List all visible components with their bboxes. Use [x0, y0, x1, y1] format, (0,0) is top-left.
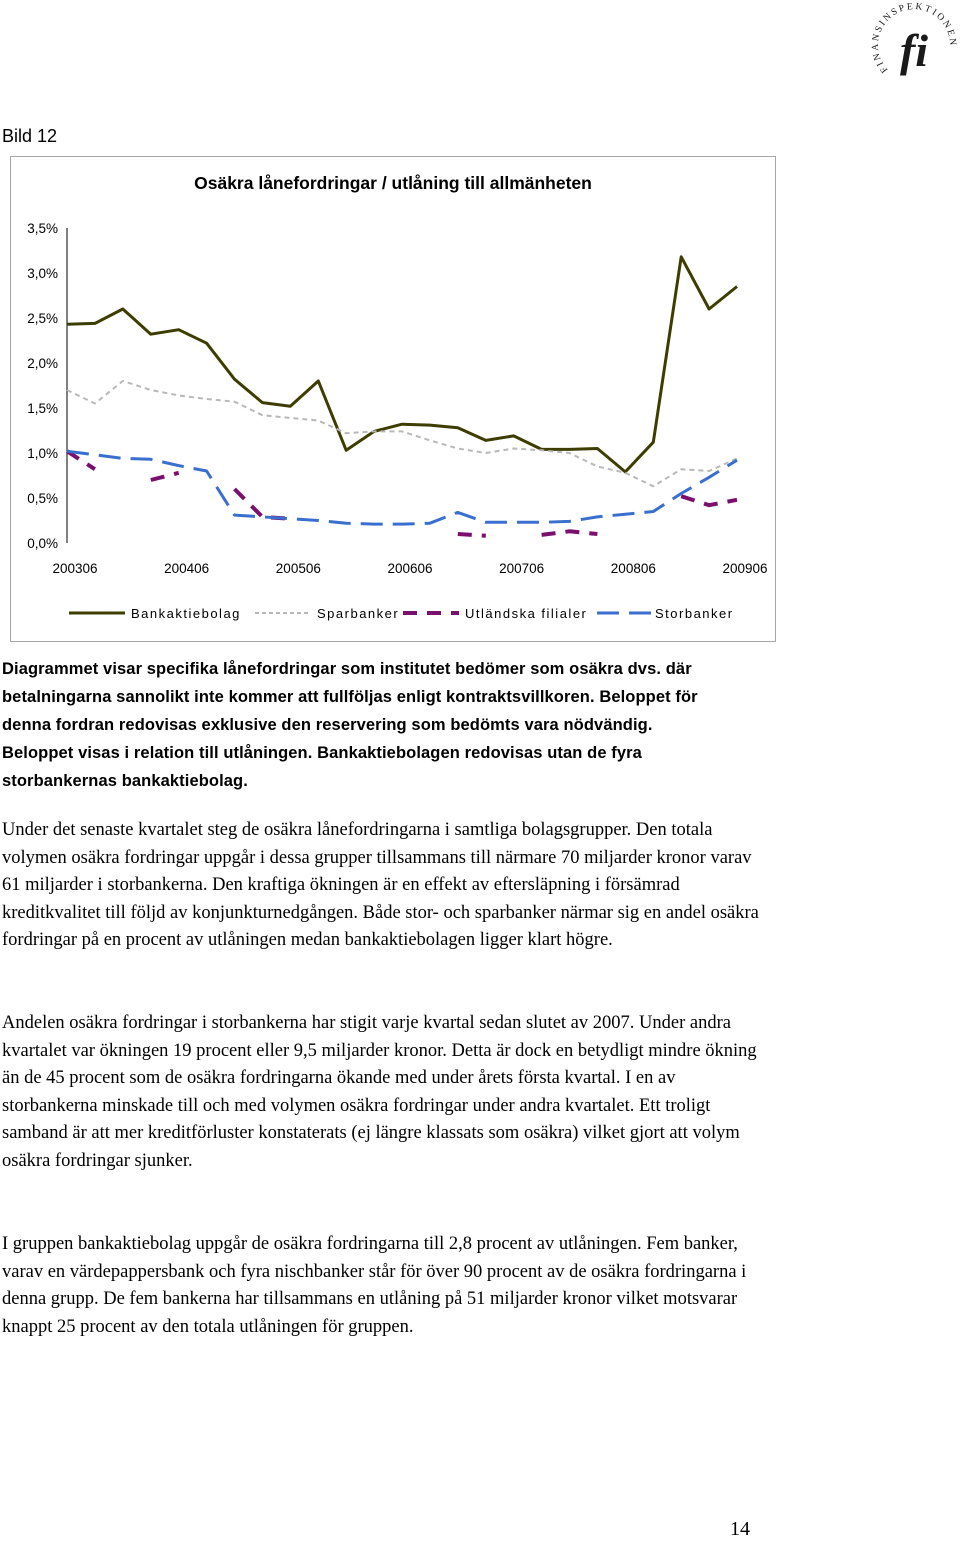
series-line-sparbanker [67, 381, 737, 486]
body-paragraph: Under det senaste kvartalet steg de osäkra lånefordringarna i samtliga bolagsgrupper. Den totala volymen osäkra fordringar uppgår i dessa grupper tillsammans till närmare 70 miljarder kronor varav 61 miljarder i storbankerna. Den kraftiga ökningen är en effekt av eftersläpning i försämrad kreditkvalitet till följd av konjunkturnedgången. Både stor- och sparbanker närmar sig en andel osäkra fordringar på en procent av utlåningen medan bankaktiebolagen ligger klart högre. [2, 820, 759, 951]
figure-label: Bild 12 [2, 126, 58, 146]
y-tick-label: 2,0% [27, 356, 58, 371]
x-tick-label: 200706 [499, 561, 545, 576]
x-tick-label: 200306 [52, 561, 98, 576]
y-tick-label: 0,0% [27, 536, 58, 551]
y-tick-label: 1,0% [27, 446, 58, 461]
chart-caption: Diagrammet visar specifika lånefordringar som institutet bedömer som osäkra dvs. där betalningarna sannolikt inte kommer att fullföljas enligt kontraktsvillkoren. Beloppet för denna fordran redovisas exklusive den reservering som bedömts vara nödvändig. Beloppet visas i relation till utlåningen. Bankaktiebolagen redovisas utan de fyra storbankernas bankaktiebolag. [2, 660, 698, 790]
logo-monogram: fi [899, 25, 929, 76]
y-tick-label: 3,0% [27, 266, 58, 281]
finansinspektionen-logo [868, 0, 960, 92]
legend [67, 594, 743, 626]
line-chart [11, 157, 777, 643]
legend-label: Sparbanker [317, 606, 400, 621]
series-line-bankaktiebolag [67, 257, 737, 472]
chart-title: Osäkra lånefordringar / utlåning till allmänheten [194, 173, 592, 193]
body-paragraph: I gruppen bankaktiebolag uppgår de osäkra fordringarna till 2,8 procent av utlåningen. Fem banker, varav en värdepappersbank och fyra nischbanker står för över 90 procent av de osäkra fordringarna i denna grupp. De fem bankerna har tillsammans en utlåning på 51 miljarder kronor vilket motsvarar knappt 25 procent av den totala utlåningen för gruppen. [2, 1234, 747, 1337]
y-tick-label: 3,5% [27, 221, 58, 236]
logo-ring-text: FINANSINSPEKTIONEN [870, 1, 958, 75]
x-tick-label: 200406 [164, 561, 210, 576]
body-paragraph: Andelen osäkra fordringar i storbankerna har stigit varje kvartal sedan slutet av 2007. Under andra kvartalet var ökningen 19 procent eller 9,5 miljarder kronor. Detta är dock en betydligt mindre ökning än de 45 procent som de osäkra fordringarna ökande med under årets första kvartal. I en av storbankerna minskade till och med volymen osäkra fordringar under andra kvartalet. Ett troligt samband är att mer kreditförluster konstaterats (ej längre klassats som osäkra) vilket gjort att volym osäkra fordringar sjunker. [2, 1013, 757, 1171]
legend-label: Storbanker [655, 606, 734, 621]
x-tick-label: 200806 [610, 561, 656, 576]
y-tick-label: 1,5% [27, 401, 58, 416]
x-tick-label: 200606 [387, 561, 433, 576]
chart-area [10, 156, 776, 642]
x-tick-label: 200906 [722, 561, 768, 576]
legend-label: Bankaktiebolag [131, 606, 241, 621]
page-number: 14 [730, 1518, 750, 1540]
y-tick-label: 0,5% [27, 491, 58, 506]
y-tick-label: 2,5% [27, 311, 58, 326]
x-tick-label: 200506 [275, 561, 321, 576]
legend-label: Utländska filialer [465, 606, 588, 621]
